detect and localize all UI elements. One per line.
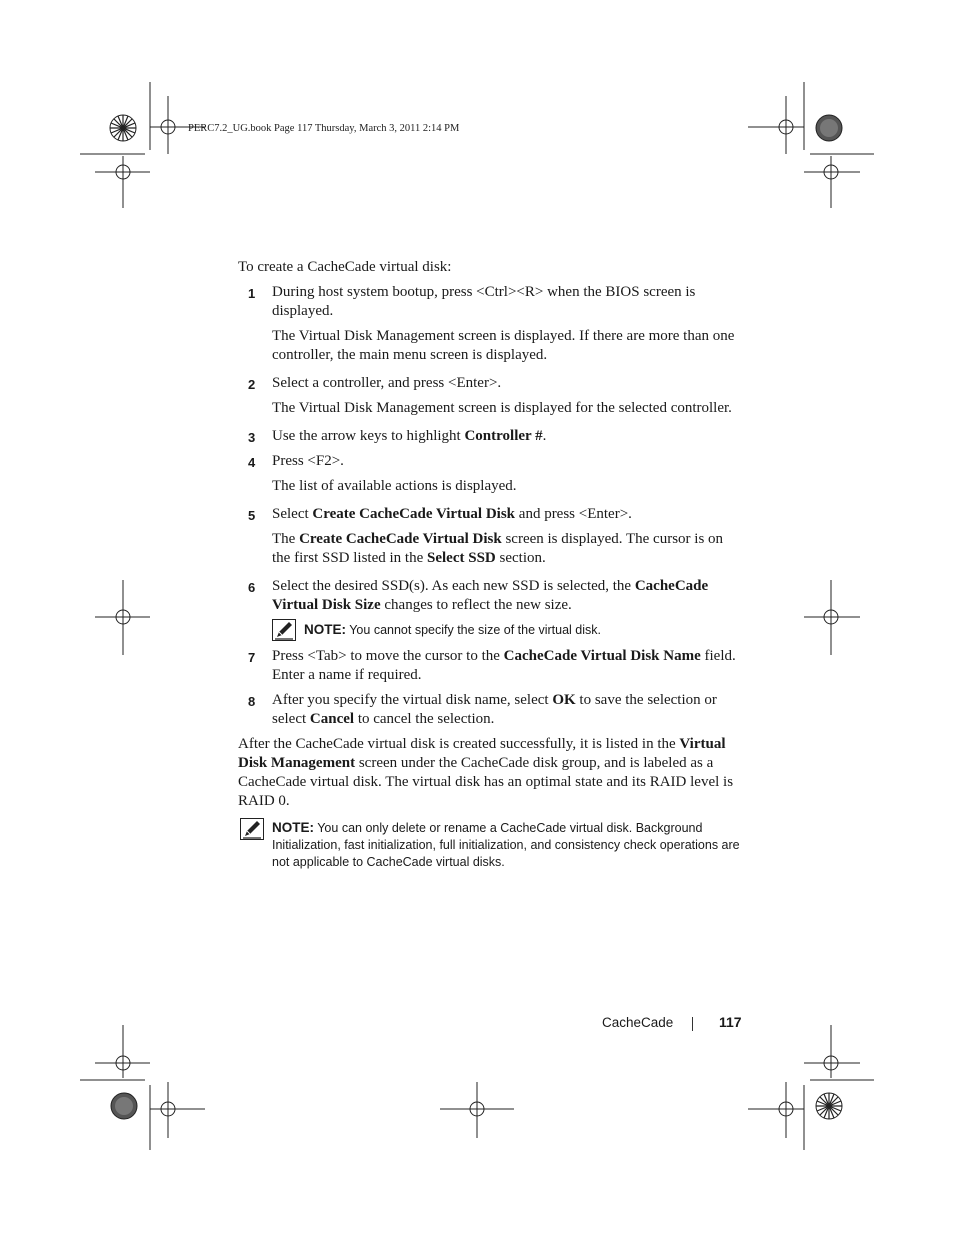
step-number: 8 bbox=[248, 694, 256, 709]
step-text: During host system bootup, press <Ctrl><R> when the BIOS screen is displayed. bbox=[272, 284, 696, 319]
note-pencil-icon bbox=[240, 818, 264, 840]
note-label: NOTE: bbox=[304, 622, 346, 637]
step-number: 1 bbox=[248, 286, 256, 301]
step-bold: CacheCade Virtual Disk Size bbox=[272, 578, 709, 613]
step-4 bbox=[238, 452, 743, 471]
step-text-mid: to save the selection or select bbox=[272, 692, 717, 727]
step-text: Press <Tab> to move the cursor to the bbox=[272, 648, 504, 664]
step-result: The list of available actions is displayed. bbox=[272, 478, 517, 494]
step-number: 5 bbox=[248, 508, 256, 523]
step-text: After you specify the virtual disk name, select bbox=[272, 692, 553, 708]
para-text: screen under the CacheCade disk group, and is labeled as a CacheCade virtual disk. The virtual disk has an optimal state and its RAID level is RAID 0. bbox=[238, 755, 734, 809]
step-number: 3 bbox=[248, 430, 256, 445]
step-number: 6 bbox=[248, 580, 256, 595]
step-bold: OK bbox=[552, 692, 576, 708]
step-text: Select the desired SSD(s). As each new SSD is selected, the bbox=[272, 578, 635, 594]
note-pencil-icon bbox=[272, 619, 296, 641]
page-number: 117 bbox=[719, 1014, 742, 1030]
registration-mark-tl bbox=[110, 115, 136, 141]
step-5 bbox=[238, 505, 743, 524]
note-block bbox=[238, 819, 743, 871]
registration-mark-bl bbox=[111, 1093, 137, 1119]
para-text: After the CacheCade virtual disk is created successfully, it is listed in the bbox=[238, 736, 680, 752]
step-3 bbox=[238, 427, 743, 446]
note-inline bbox=[238, 621, 743, 639]
print-header: PERC7.2_UG.book Page 117 Thursday, March 3, 2011 2:14 PM bbox=[188, 123, 460, 134]
registration-mark-tr bbox=[816, 115, 842, 141]
step-text: Select bbox=[272, 506, 313, 522]
step-bold: Cancel bbox=[309, 711, 355, 727]
step-text: Select a controller, and press <Enter>. bbox=[272, 375, 502, 391]
step-text-post: field. Enter a name if required. bbox=[272, 648, 736, 683]
step-2 bbox=[238, 374, 743, 393]
step-8 bbox=[238, 691, 743, 729]
note-label: NOTE: bbox=[272, 820, 314, 835]
result-bold: Create CacheCade Virtual Disk bbox=[299, 531, 502, 547]
footer-chapter-title: CacheCade bbox=[602, 1015, 674, 1030]
main-content bbox=[238, 258, 743, 871]
note-text: You cannot specify the size of the virtual disk. bbox=[346, 623, 602, 637]
step-1 bbox=[238, 283, 743, 321]
step-6 bbox=[238, 577, 743, 615]
step-bold: Controller # bbox=[464, 428, 543, 444]
step-text: Use the arrow keys to highlight bbox=[272, 428, 465, 444]
after-paragraph bbox=[238, 735, 743, 811]
intro-text: To create a CacheCade virtual disk: bbox=[238, 259, 452, 275]
step-number: 7 bbox=[248, 650, 256, 665]
result-text: The bbox=[272, 531, 300, 547]
step-text: Press <F2>. bbox=[272, 453, 344, 469]
registration-mark-br bbox=[816, 1093, 842, 1119]
step-7 bbox=[238, 647, 743, 685]
result-text: section. bbox=[495, 550, 546, 566]
result-bold: Select SSD bbox=[427, 550, 496, 566]
step-result: The Virtual Disk Management screen is displayed for the selected controller. bbox=[272, 400, 732, 416]
step-bold: CacheCade Virtual Disk Name bbox=[503, 648, 701, 664]
step-text-post: to cancel the selection. bbox=[354, 711, 495, 727]
step-bold: Create CacheCade Virtual Disk bbox=[312, 506, 516, 522]
step-text-post: and press <Enter>. bbox=[515, 506, 632, 522]
result-text: screen is displayed. The cursor is on the first SSD listed in the bbox=[272, 531, 724, 566]
note-text: You can only delete or rename a CacheCade virtual disk. Background Initialization, fast initialization, full initialization, and consistency check operations are not applicable to CacheCade virtual disks. bbox=[272, 821, 740, 869]
step-text-post: . bbox=[542, 428, 547, 444]
step-number: 4 bbox=[248, 455, 256, 470]
step-result bbox=[238, 530, 743, 568]
step-result: The Virtual Disk Management screen is displayed. If there are more than one controller, the main menu screen is displayed. bbox=[272, 328, 735, 363]
para-bold: Virtual Disk Management bbox=[238, 736, 726, 771]
step-number: 2 bbox=[248, 377, 256, 392]
step-text-post: changes to reflect the new size. bbox=[380, 597, 572, 613]
footer-separator bbox=[692, 1017, 693, 1031]
